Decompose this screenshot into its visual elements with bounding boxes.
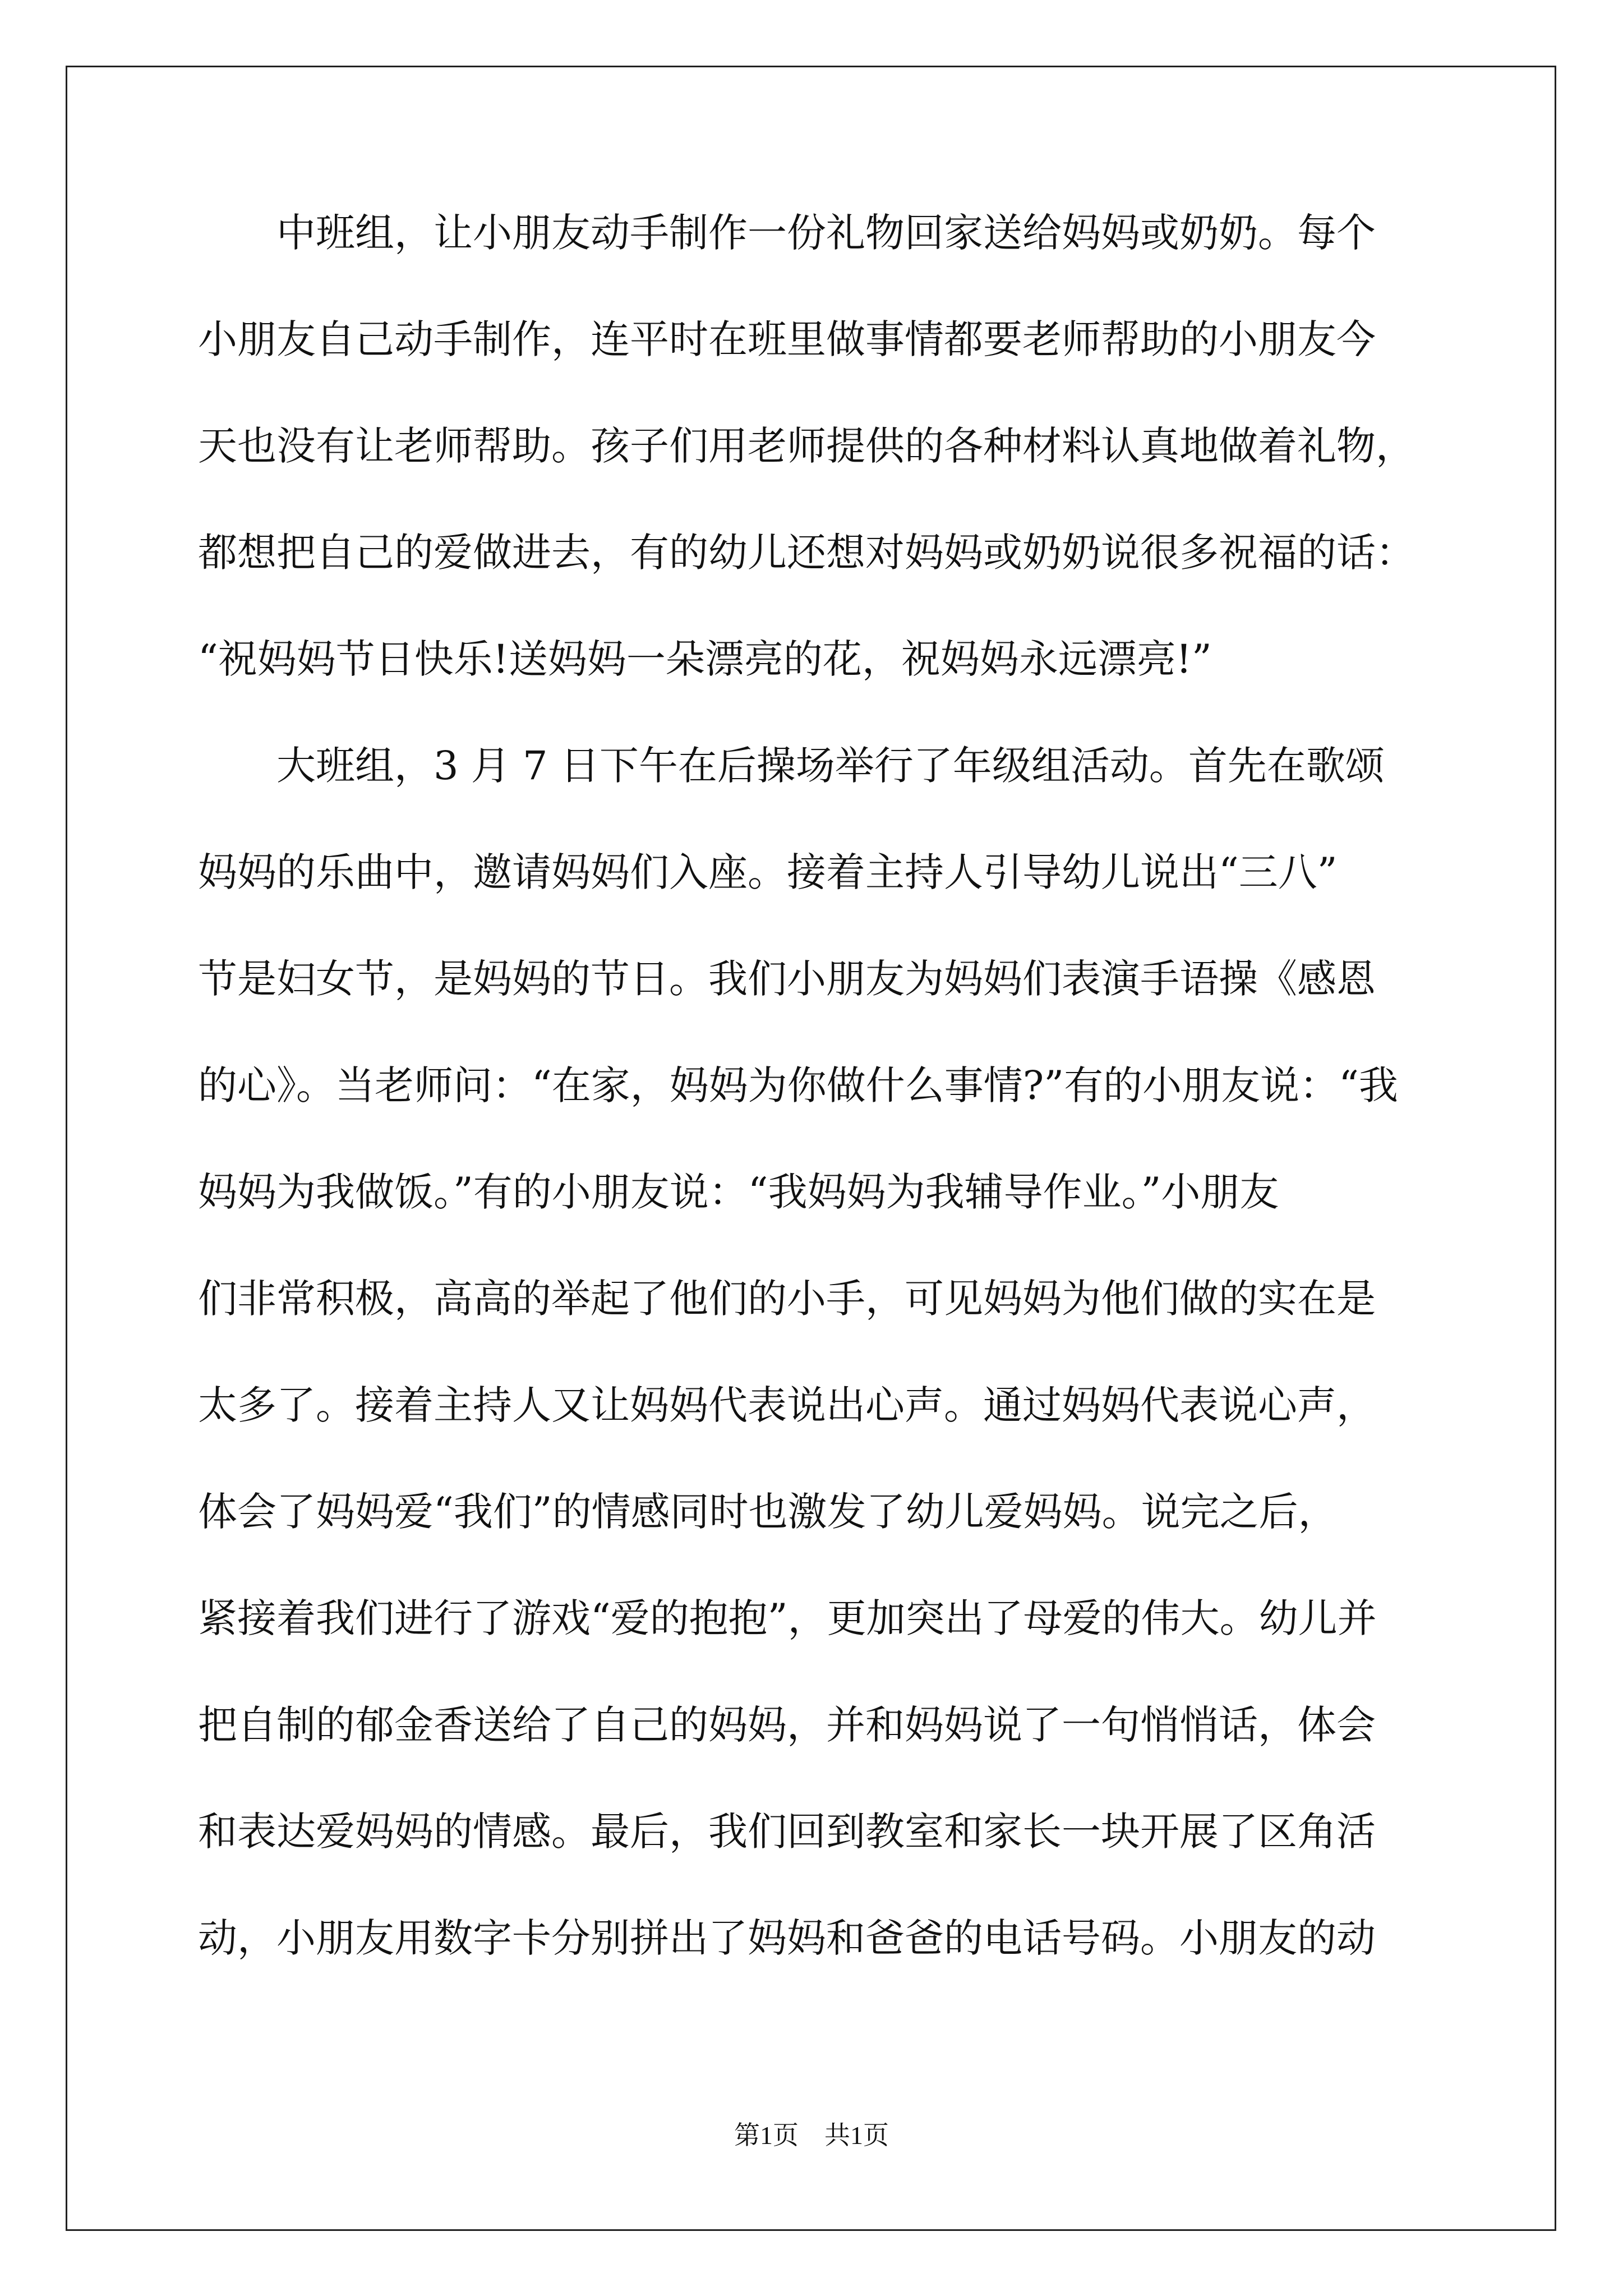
text-line: 太多了。接着主持人又让妈妈代表说出心声。通过妈妈代表说心声，	[198, 1382, 1376, 1428]
text-line: 体会了妈妈爱“我们”的情感同时也激发了幼儿爱妈妈。说完之后，	[198, 1489, 1338, 1535]
text-line: 中班组，让小朋友动手制作一份礼物回家送给妈妈或奶奶。每个	[198, 210, 1376, 256]
text-line: 的心》。当老师问：“在家，妈妈为你做什么事情?”有的小朋友说：“我	[198, 1062, 1398, 1108]
text-line: 动，小朋友用数字卡分别拼出了妈妈和爸爸的电话号码。小朋友的动	[198, 1915, 1376, 1961]
text-line: 天也没有让老师帮助。孩子们用老师提供的各种材料认真地做着礼物，	[198, 423, 1415, 469]
page-border	[66, 66, 1556, 2231]
text-line: 把自制的郁金香送给了自己的妈妈，并和妈妈说了一句悄悄话，体会	[198, 1702, 1376, 1748]
text-line: 和表达爱妈妈的情感。最后，我们回到教室和家长一块开展了区角活	[198, 1809, 1376, 1855]
text-line: 都想把自己的爱做进去，有的幼儿还想对妈妈或奶奶说很多祝福的话：	[198, 530, 1415, 576]
text-line: 节是妇女节，是妈妈的节日。我们小朋友为妈妈们表演手语操《感恩	[198, 956, 1376, 1002]
page-footer: 第1页 共1页	[734, 2121, 889, 2150]
text-line: 紧接着我们进行了游戏“爱的抱抱”，更加突出了母爱的伟大。幼儿并	[198, 1595, 1377, 1641]
text-line: 小朋友自己动手制作，连平时在班里做事情都要老师帮助的小朋友今	[198, 316, 1376, 362]
text-line: 妈妈的乐曲中，邀请妈妈们入座。接着主持人引导幼儿说出“三八”	[198, 849, 1338, 895]
text-line: “祝妈妈节日快乐!送妈妈一朵漂亮的花，祝妈妈永远漂亮!”	[198, 636, 1212, 682]
text-line: 们非常积极，高高的举起了他们的小手，可见妈妈为他们做的实在是	[198, 1276, 1376, 1322]
text-line: 大班组，3 月 7 日下午在后操场举行了年级组活动。首先在歌颂	[198, 743, 1385, 789]
text-line: 妈妈为我做饭。”有的小朋友说：“我妈妈为我辅导作业。”小朋友	[198, 1169, 1279, 1215]
